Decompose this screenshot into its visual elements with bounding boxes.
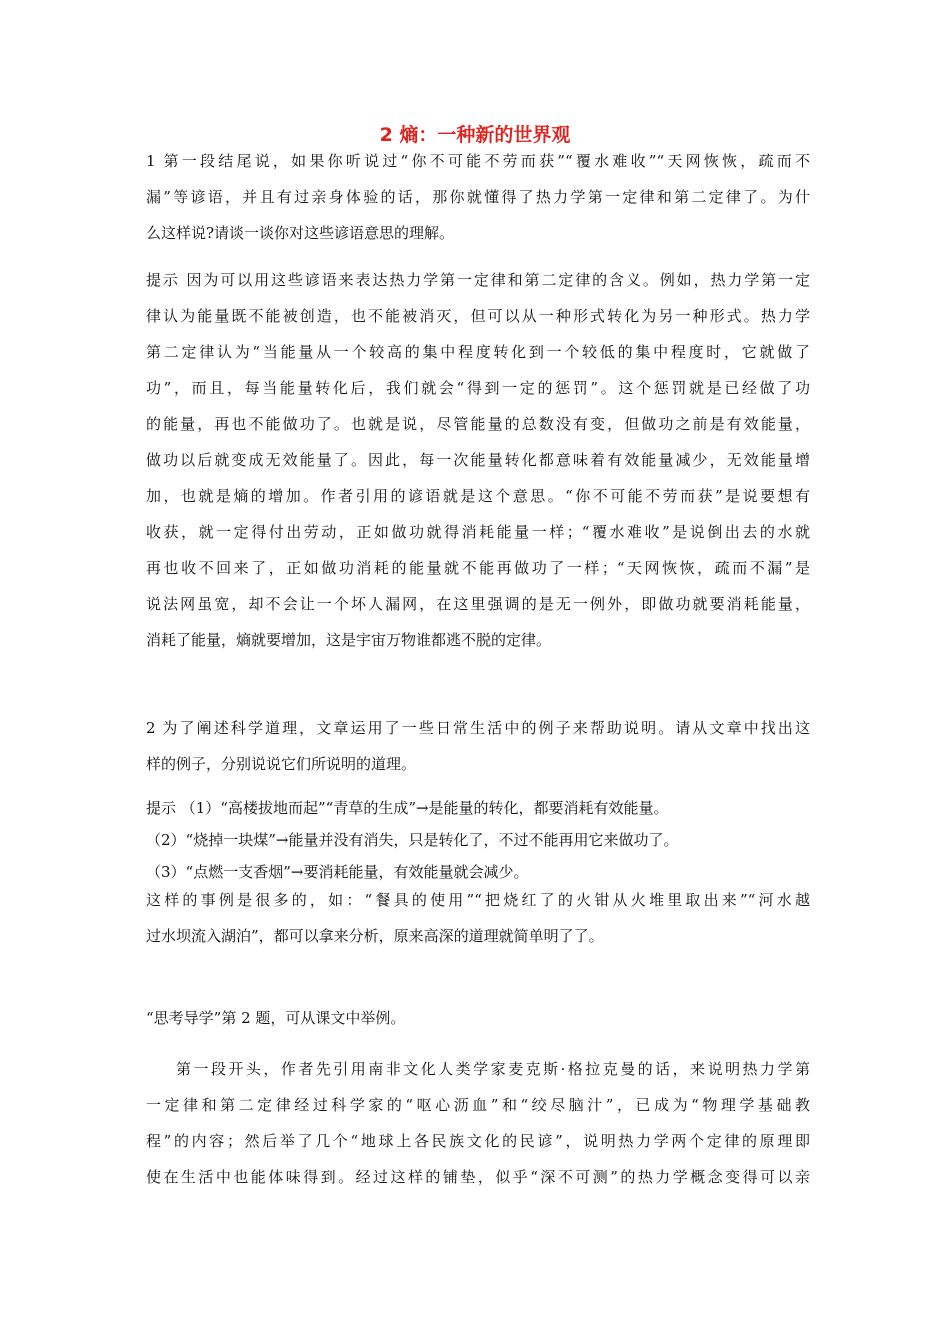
text-line: 的能量，再也不能做功了。也就是说，尽管能量的总数没有变，但做功之前是有效能量，	[146, 415, 810, 433]
text-line: 消耗了能量，熵就要增加，这是宇宙万物谁都逃不脱的定律。	[146, 631, 552, 649]
text-line: 说法网虽宽，却不会让一个坏人漏网，在这里强调的是无一例外，即做功就要消耗能量，	[146, 595, 810, 613]
guide-note	[146, 1000, 810, 1036]
text-line: 么这样说?请谈一谈你对这些谚语意思的理解。	[146, 224, 455, 242]
text-line: 漏”等谚语，并且有过亲身体验的话，那你就懂得了热力学第一定律和第二定律了。为什	[146, 188, 810, 206]
text-line: 做功以后就变成无效能量了。因此，每一次能量转化都意味着有效能量减少，无效能量增	[146, 451, 810, 469]
examples-paragraph	[146, 882, 810, 954]
question-2	[146, 710, 810, 782]
analysis-paragraph	[146, 1051, 810, 1195]
document-title: 2 熵：一种新的世界观	[379, 124, 571, 146]
text-line: 使在生活中也能体味得到。经过这样的铺垫，似乎“深不可测”的热力学概念变得可以亲	[146, 1168, 810, 1186]
text-line: 程”的内容；然后举了几个“地球上各民族文化的民谚”，说明热力学两个定律的原理即	[146, 1132, 810, 1150]
text-line: 律认为能量既不能被创造，也不能被消灭，但可以从一种形式转化为另一种形式。热力学	[146, 307, 810, 325]
text-line: 这样的事例是很多的，如：“餐具的使用”“把烧红了的火钳从火堆里取出来”“河水越	[146, 891, 810, 909]
text-line: “思考导学”第 2 题，可从课文中举例。	[146, 1009, 406, 1027]
text-line: 2 为了阐述科学道理，文章运用了一些日常生活中的例子来帮助说明。请从文章中找出这	[146, 719, 810, 737]
text-line: 再也收不回来了，正如做功消耗的能量就不能再做功了一样；“天网恢恢，疏而不漏”是	[146, 559, 810, 577]
text-line: 提示 （1）“高楼拔地而起”“青草的生成”→是能量的转化，都要消耗有效能量。	[146, 799, 669, 817]
hint-2	[146, 792, 810, 888]
text-line: 收获，就一定得付出劳动，正如做功就得消耗能量一样；“覆水难收”是说倒出去的水就	[146, 523, 810, 541]
hint-1	[146, 262, 810, 658]
text-line: 第二定律认为“当能量从一个较高的集中程度转化到一个较低的集中程度时，它就做了	[146, 343, 810, 361]
text-line: 第一段开头，作者先引用南非文化人类学家麦克斯·格拉克曼的话，来说明热力学第	[176, 1060, 810, 1078]
text-line: 加，也就是熵的增加。作者引用的谚语就是这个意思。“你不可能不劳而获”是说要想有	[146, 487, 810, 505]
text-line: 1 第一段结尾说，如果你听说过“你不可能不劳而获”“覆水难收”“天网恢恢，疏而不	[146, 152, 810, 170]
text-line: 一定律和第二定律经过科学家的“呕心沥血”和“绞尽脑汁”，已成为“物理学基础教	[146, 1096, 810, 1114]
text-line: （3）“点燃一支香烟”→要消耗能量，有效能量就会减少。	[146, 863, 529, 881]
text-line: 过水坝流入湖泊”，都可以拿来分析，原来高深的道理就简单明了了。	[146, 927, 604, 945]
question-1	[146, 143, 810, 251]
text-line: 功”，而且，每当能量转化后，我们就会“得到一定的惩罚”。这个惩罚就是已经做了功	[146, 379, 810, 397]
text-line: （2）“烧掉一块煤”→能量并没有消失，只是转化了，不过不能再用它来做功了。	[146, 831, 679, 849]
text-line: 样的例子，分别说说它们所说明的道理。	[146, 755, 417, 773]
text-line: 提示 因为可以用这些谚语来表达热力学第一定律和第二定律的含义。例如，热力学第一定	[146, 271, 810, 289]
